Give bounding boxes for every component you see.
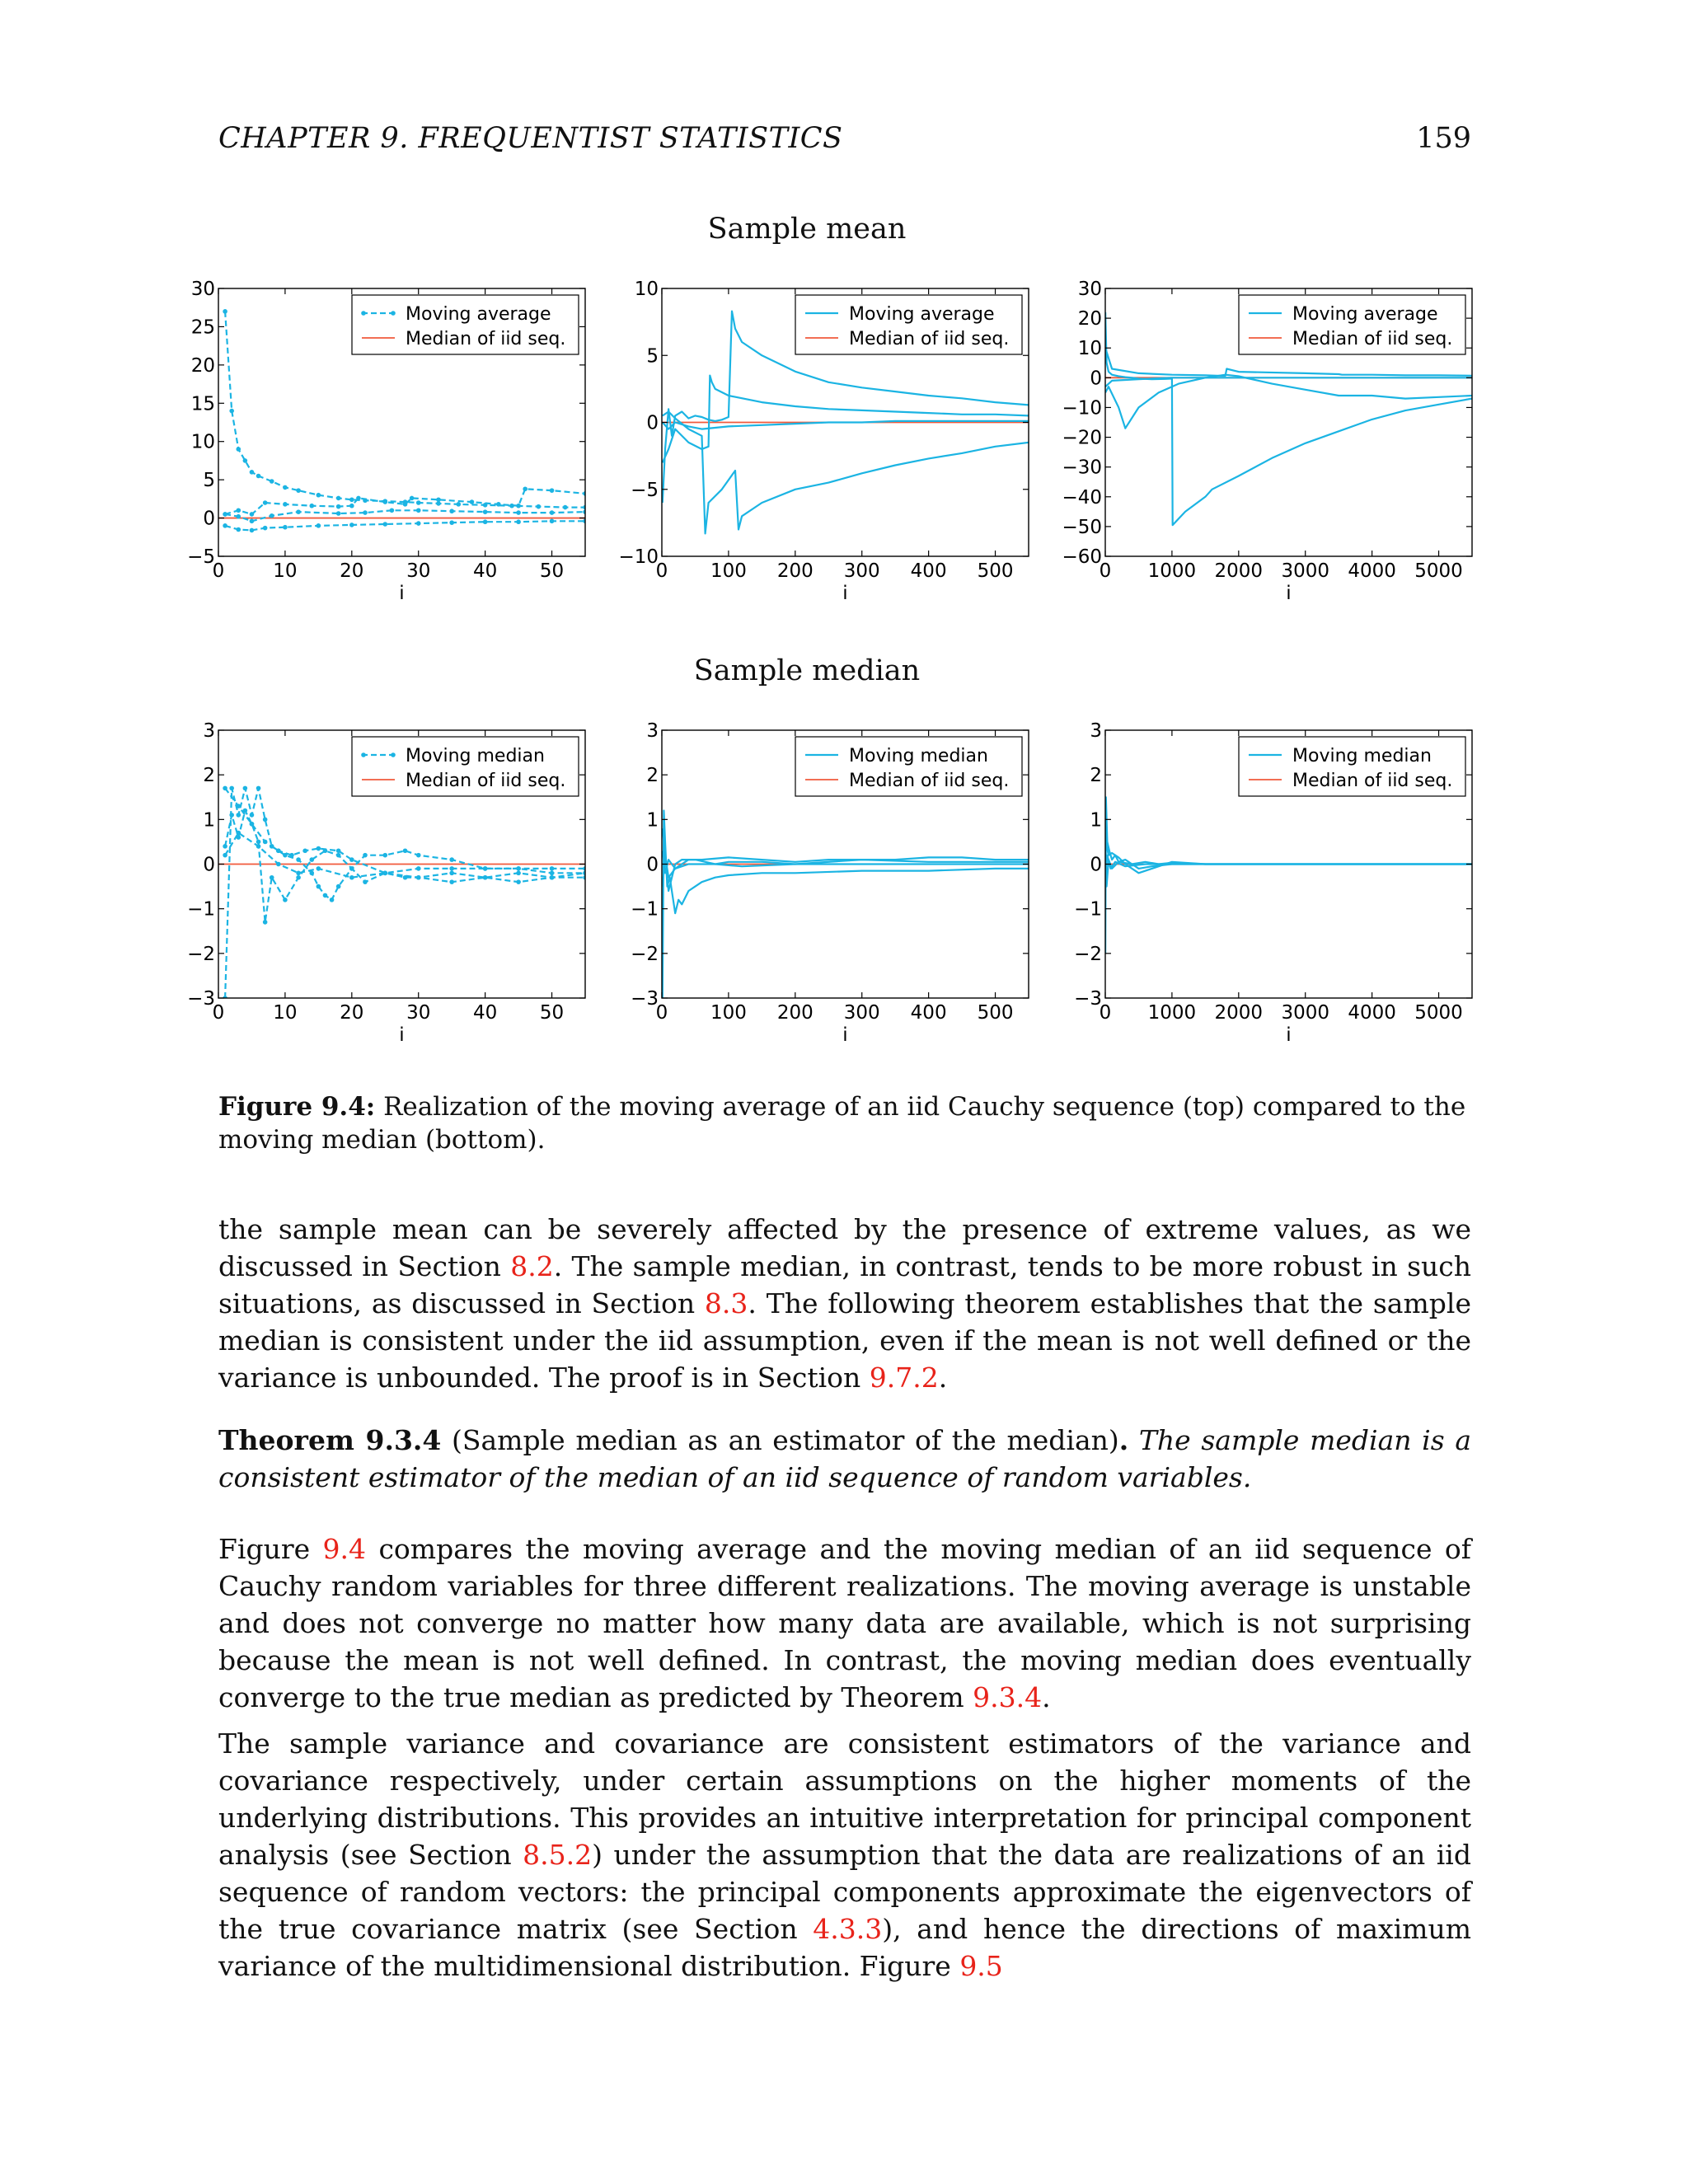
data-point: [416, 875, 421, 880]
y-tick-label: −10: [618, 546, 659, 568]
data-point: [336, 848, 341, 853]
data-point: [316, 866, 321, 871]
data-point: [449, 509, 454, 513]
x-axis-label: i: [1286, 1024, 1292, 1046]
paragraph-2: [218, 1530, 1471, 1716]
series-line-2: [1105, 375, 1472, 429]
x-tick-label: 20: [340, 1002, 364, 1024]
x-tick-label: 1000: [1147, 1002, 1197, 1024]
series-line-3: [663, 412, 1029, 534]
y-tick-label: 0: [646, 412, 659, 434]
x-tick-label: 0: [212, 560, 225, 582]
data-point: [349, 857, 354, 862]
data-point: [382, 522, 387, 527]
y-tick-label: 0: [646, 854, 659, 876]
series-line-3: [225, 521, 585, 530]
series-line-1: [1105, 797, 1472, 954]
data-point: [330, 898, 335, 902]
data-point: [270, 875, 274, 880]
section-link[interactable]: 9.7.2: [869, 1361, 939, 1394]
data-point: [276, 862, 281, 867]
data-point: [382, 871, 387, 876]
legend-marker: [361, 752, 366, 757]
y-tick-label: 20: [1077, 308, 1102, 330]
text: .: [938, 1361, 948, 1394]
data-point: [550, 866, 555, 871]
y-tick-label: −1: [631, 898, 659, 921]
y-tick-label: 5: [646, 345, 659, 368]
x-axis-label: i: [1286, 583, 1292, 604]
data-point: [336, 511, 341, 516]
data-point: [336, 884, 341, 889]
section-link[interactable]: 8.2: [510, 1250, 554, 1282]
data-point: [283, 525, 288, 530]
legend-label-series: Moving average: [1292, 304, 1438, 325]
data-point: [470, 499, 475, 504]
series-line-3: [225, 788, 585, 882]
data-point: [483, 875, 488, 880]
data-point: [256, 844, 261, 849]
data-point: [382, 499, 387, 504]
series-line-1: [663, 811, 1029, 999]
data-point: [250, 528, 255, 533]
y-tick-label: 2: [203, 765, 215, 787]
y-tick-label: −20: [1062, 427, 1102, 449]
y-tick-label: 0: [1090, 854, 1102, 876]
data-point: [263, 500, 268, 505]
data-point: [236, 813, 241, 818]
text: The sample variance and covariance are consistent estimators of the variance and covariance respectively, under certain assumptions on the higher moments of the underlying distributions. This provides an intuitive interpretation for principal component analysis (see Section: [218, 1727, 1471, 1871]
data-point: [410, 496, 415, 501]
y-tick-label: 2: [1090, 765, 1102, 787]
data-point: [316, 493, 321, 498]
legend-marker: [391, 752, 396, 757]
chart-median-long: [1068, 714, 1497, 1060]
y-tick-label: −1: [1074, 898, 1102, 921]
x-tick-label: 10: [273, 1002, 298, 1024]
data-point: [403, 848, 408, 853]
text: ) under the assumption that the data are realizations of an iid sequence of random vectors: the principal components approximate the eigenvectors of the true covariance matrix (see Section: [218, 1839, 1471, 1945]
text: the sample mean can be severely affected by the presence of extreme values, as we discussed in Section: [218, 1213, 1471, 1282]
series-line-2: [663, 376, 1029, 463]
data-point: [390, 508, 395, 513]
y-tick-label: −40: [1062, 486, 1102, 509]
x-tick-label: 0: [212, 1002, 225, 1024]
data-point: [309, 504, 314, 509]
data-point: [363, 879, 368, 884]
y-tick-label: −1: [187, 898, 215, 921]
x-tick-label: 300: [843, 1002, 880, 1024]
data-point: [276, 848, 281, 853]
data-point: [309, 857, 314, 862]
data-point: [403, 502, 408, 507]
data-point: [270, 479, 274, 484]
x-tick-label: 200: [776, 560, 814, 582]
data-point: [250, 512, 255, 517]
y-tick-label: −3: [631, 988, 659, 1010]
text: . The following theorem establishes that the sample median is consistent under the iid assumption, even if the mean is not well defined or the variance is unbounded. The proof is in Section: [218, 1287, 1471, 1394]
data-point: [223, 512, 227, 517]
data-point: [356, 496, 361, 501]
y-tick-label: 2: [646, 765, 659, 787]
data-point: [483, 509, 488, 514]
legend-marker: [361, 311, 366, 316]
data-point: [256, 474, 261, 479]
data-point: [243, 786, 248, 791]
series-line-3: [1105, 837, 1472, 887]
data-point: [349, 504, 354, 509]
text: .: [1118, 1424, 1129, 1456]
data-point: [363, 853, 368, 858]
data-point: [382, 853, 387, 858]
data-point: [416, 853, 421, 858]
data-point: [316, 846, 321, 851]
data-point: [416, 521, 421, 526]
paragraph-3: [218, 1725, 1471, 1985]
data-point: [550, 510, 555, 515]
x-tick-label: 4000: [1348, 560, 1396, 582]
data-point: [563, 505, 568, 510]
data-point: [243, 458, 248, 463]
section-link[interactable]: 8.5.2: [523, 1839, 593, 1871]
data-point: [349, 866, 354, 871]
data-point: [309, 871, 314, 876]
x-tick-label: 10: [273, 560, 298, 582]
data-point: [283, 898, 288, 902]
y-tick-label: 3: [203, 720, 215, 742]
x-tick-label: 50: [539, 560, 565, 582]
y-tick-label: 1: [1090, 809, 1102, 832]
data-point: [223, 844, 227, 849]
y-tick-label: 20: [190, 354, 215, 377]
section-link[interactable]: 8.3: [704, 1287, 748, 1319]
x-tick-label: 0: [655, 1002, 668, 1024]
data-point: [449, 866, 454, 871]
x-tick-label: 20: [340, 560, 364, 582]
y-tick-label: −2: [187, 943, 215, 965]
x-tick-label: 0: [1099, 1002, 1112, 1024]
plot-area: [218, 786, 588, 1001]
x-tick-label: 500: [977, 560, 1014, 582]
y-tick-label: −5: [631, 479, 659, 501]
chart-mean-short: [181, 272, 610, 618]
data-point: [296, 488, 301, 493]
text: . The sample median, in contrast, tends to be more robust in such situations, as discussed in Section: [218, 1250, 1471, 1319]
y-tick-label: 1: [646, 809, 659, 832]
data-point: [296, 871, 301, 876]
data-point: [229, 813, 234, 818]
data-point: [316, 884, 321, 889]
x-tick-label: 200: [776, 1002, 814, 1024]
legend-label-median: Median of iid seq.: [406, 771, 566, 791]
data-point: [416, 508, 421, 513]
data-point: [349, 523, 354, 527]
y-tick-label: −2: [631, 943, 659, 965]
data-point: [336, 853, 341, 858]
data-point: [516, 866, 521, 871]
data-point: [483, 519, 488, 524]
data-point: [550, 488, 555, 493]
x-tick-label: 100: [710, 1002, 747, 1024]
data-point: [270, 513, 274, 518]
data-point: [550, 518, 555, 523]
data-point: [496, 502, 501, 507]
data-point: [296, 509, 301, 514]
y-tick-label: 30: [190, 279, 215, 300]
y-tick-label: −3: [1074, 988, 1102, 1010]
text: compares the moving average and the moving median of an iid sequence of Cauchy random variables for three different realizations. The moving average is unstable and does not converge no matter how many data are available, which is not surprising because the mean is not well defined. In contrast, the moving median does eventually converge to the true median as predicted by Theorem: [218, 1533, 1471, 1713]
data-point: [516, 519, 521, 524]
data-point: [550, 875, 555, 880]
row-title-sample-median: Sample median: [693, 654, 921, 687]
data-point: [516, 871, 521, 876]
data-point: [523, 486, 528, 491]
x-axis-label: i: [842, 583, 848, 604]
data-point: [256, 840, 261, 845]
text: Figure: [218, 1533, 323, 1565]
series-line-1: [225, 788, 585, 998]
plot-area: [662, 811, 1029, 999]
data-point: [223, 309, 227, 314]
chapter-title: CHAPTER 9. FREQUENTIST STATISTICS: [218, 122, 843, 155]
series-line-2: [225, 811, 585, 922]
data-point: [296, 875, 301, 880]
chart-mean-medium: [618, 272, 1053, 618]
x-tick-label: 0: [1099, 560, 1112, 582]
data-point: [449, 857, 454, 862]
data-point: [316, 523, 321, 528]
theorem-name: (Sample median as an estimator of the median): [441, 1424, 1119, 1456]
y-tick-label: 0: [1090, 368, 1102, 390]
data-point: [229, 786, 234, 791]
data-point: [449, 520, 454, 525]
data-point: [250, 822, 255, 827]
data-point: [236, 514, 241, 519]
legend-label-series: Moving median: [1292, 746, 1432, 766]
x-axis-label: i: [399, 583, 405, 604]
chart-mean-long: [1062, 272, 1497, 618]
theorem-label: Theorem 9.3.4: [218, 1424, 442, 1456]
x-tick-label: 3000: [1281, 1002, 1330, 1024]
running-header: [218, 122, 1471, 163]
x-tick-label: 300: [843, 560, 880, 582]
y-tick-label: 3: [646, 720, 659, 742]
x-axis-label: i: [842, 1024, 848, 1046]
figure-link[interactable]: 9.5: [959, 1950, 1003, 1982]
x-tick-label: 3000: [1281, 560, 1330, 582]
y-tick-label: 25: [190, 316, 215, 339]
x-tick-label: 50: [539, 1002, 565, 1024]
data-point: [416, 866, 421, 871]
legend-label-series: Moving median: [849, 746, 988, 766]
data-point: [456, 502, 461, 507]
data-point: [349, 497, 354, 502]
y-tick-label: 5: [203, 470, 215, 492]
x-tick-label: 400: [910, 560, 947, 582]
x-tick-label: 2000: [1214, 1002, 1264, 1024]
data-point: [323, 893, 328, 898]
y-tick-label: 15: [190, 393, 215, 415]
y-tick-label: 30: [1077, 279, 1102, 300]
chart-median-short: [181, 714, 610, 1060]
data-point: [283, 502, 288, 507]
legend-label-series: Moving average: [849, 304, 995, 325]
legend-label-median: Median of iid seq.: [1292, 771, 1453, 791]
text: .: [1042, 1681, 1051, 1713]
data-point: [263, 920, 268, 925]
data-point: [336, 496, 341, 501]
legend-label-median: Median of iid seq.: [849, 771, 1010, 791]
x-axis-label: i: [399, 1024, 405, 1046]
y-tick-label: 1: [203, 809, 215, 832]
theorem-statement: The sample median is a consistent estimator of the median of an iid sequence of random variables.: [218, 1424, 1471, 1493]
data-point: [516, 504, 521, 509]
x-tick-label: 30: [406, 560, 431, 582]
legend-label-median: Median of iid seq.: [849, 329, 1010, 349]
data-point: [223, 786, 227, 791]
data-point: [223, 853, 227, 858]
x-tick-label: 2000: [1214, 560, 1264, 582]
plot-area: [1105, 797, 1472, 954]
x-tick-label: 5000: [1414, 1002, 1463, 1024]
section-link[interactable]: 4.3.3: [813, 1913, 883, 1945]
data-point: [229, 409, 234, 414]
data-point: [236, 831, 241, 836]
data-point: [483, 866, 488, 871]
series-line-4: [1105, 377, 1472, 387]
data-point: [256, 786, 261, 791]
y-tick-label: −30: [1062, 457, 1102, 479]
data-point: [336, 504, 341, 509]
x-tick-label: 40: [472, 560, 498, 582]
data-point: [236, 804, 241, 808]
data-point: [416, 500, 421, 505]
data-point: [550, 871, 555, 876]
x-tick-label: 0: [655, 560, 668, 582]
paragraph-1: [218, 1211, 1471, 1396]
y-tick-label: 10: [190, 431, 215, 453]
data-point: [537, 504, 542, 509]
y-tick-label: 3: [1090, 720, 1102, 742]
data-point: [250, 518, 255, 523]
data-point: [363, 510, 368, 515]
figure-caption: [218, 1090, 1471, 1156]
y-tick-label: −10: [1062, 397, 1102, 419]
x-tick-label: 100: [710, 560, 747, 582]
x-tick-label: 500: [977, 1002, 1014, 1024]
legend-label-series: Moving average: [406, 304, 551, 325]
x-tick-label: 400: [910, 1002, 947, 1024]
data-point: [296, 857, 301, 862]
x-tick-label: 30: [406, 1002, 431, 1024]
y-tick-label: 10: [634, 279, 659, 300]
x-tick-label: 5000: [1414, 560, 1463, 582]
data-point: [250, 813, 255, 818]
figure-link[interactable]: 9.4: [322, 1533, 367, 1565]
data-point: [250, 470, 255, 475]
chart-median-medium: [625, 714, 1053, 1060]
legend-marker: [391, 311, 396, 316]
data-point: [289, 853, 294, 858]
text: ), and hence the directions of maximum variance of the multidimensional distribution. Figure: [218, 1913, 1471, 1982]
y-tick-label: −60: [1062, 546, 1102, 568]
x-tick-label: 1000: [1147, 560, 1197, 582]
y-tick-label: 0: [203, 508, 215, 530]
page-number: 159: [1416, 122, 1471, 155]
legend-label-series: Moving median: [406, 746, 545, 766]
theorem-link[interactable]: 9.3.4: [973, 1681, 1043, 1713]
data-point: [236, 508, 241, 513]
series-line-4: [225, 510, 585, 521]
data-point: [236, 447, 241, 452]
data-point: [449, 871, 454, 876]
caption-text: Realization of the moving average of an iid Cauchy sequence (top) compared to the moving median (bottom).: [218, 1092, 1466, 1155]
row-title-sample-mean: Sample mean: [707, 213, 907, 246]
data-point: [449, 879, 454, 884]
data-point: [349, 875, 354, 880]
caption-label: Figure 9.4:: [218, 1092, 376, 1122]
y-tick-label: −50: [1062, 516, 1102, 538]
legend-label-median: Median of iid seq.: [1292, 329, 1453, 349]
data-point: [263, 840, 268, 845]
y-tick-label: −3: [187, 988, 215, 1010]
x-tick-label: 40: [472, 1002, 498, 1024]
theorem-9-3-4: [218, 1422, 1471, 1496]
data-point: [283, 485, 288, 490]
y-tick-label: −5: [187, 546, 215, 568]
y-tick-label: 0: [203, 854, 215, 876]
data-point: [263, 818, 268, 823]
legend-label-median: Median of iid seq.: [406, 329, 566, 349]
data-point: [516, 510, 521, 515]
data-point: [263, 526, 268, 531]
x-tick-label: 4000: [1348, 1002, 1396, 1024]
data-point: [236, 527, 241, 532]
y-tick-label: −2: [1074, 943, 1102, 965]
y-tick-label: 10: [1077, 338, 1102, 360]
data-point: [302, 848, 307, 853]
data-point: [223, 523, 227, 528]
data-point: [516, 879, 521, 884]
data-point: [436, 497, 441, 502]
